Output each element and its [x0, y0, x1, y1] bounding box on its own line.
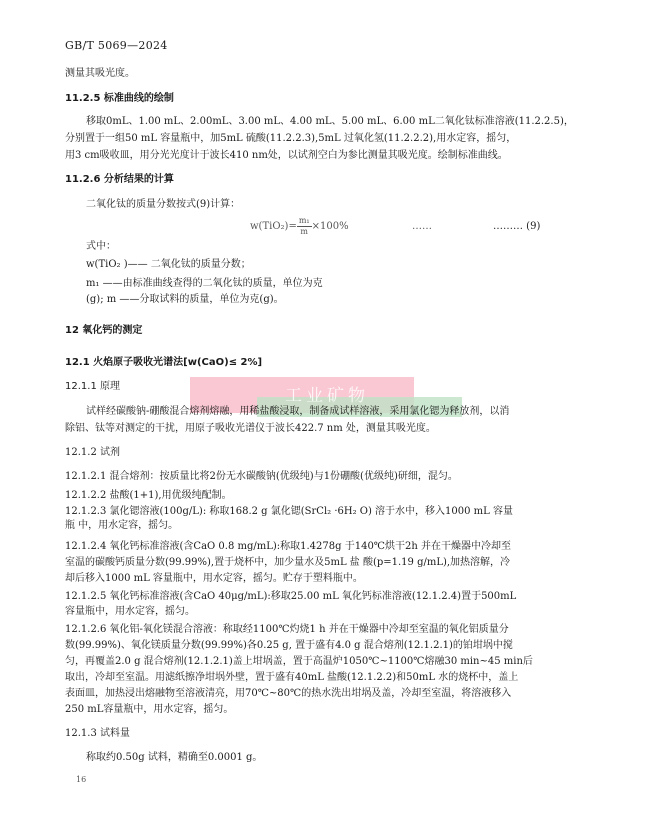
text-line: 移取0mL、1.00 mL、2.00mL、3.00 mL、4.00 mL、5.00 mL、6.00 mL二氧化钛标准溶液(11.2.2.5)，	[86, 116, 574, 127]
formula-dots: ……	[412, 221, 432, 232]
text-line: 用3 cm吸收皿，用分光光度计于波长410 nm处，以试剂空白为参比测量其吸光度。绘制标准曲线。	[65, 150, 508, 161]
page-number: 16	[76, 775, 87, 784]
text-line: 称取约0.50g 试料，精确至0.0001 g。	[86, 752, 263, 763]
text-line: 12.1.2.3 氯化锶溶液(100g/L): 称取168.2 g 氯化锶(SrCl₂ ·6H₂ O) 溶于水中，移入1000 mL 容量	[65, 506, 513, 517]
text-line: 式中：	[86, 241, 116, 252]
text-line: 匀，再覆盖2.0 g 混合熔剂(12.1.2.1)盖上坩埚盖，置于高温炉1050℃~1100℃熔融30 min~45 min后	[65, 656, 533, 667]
text-line: 试样经碳酸钠-硼酸混合熔剂熔融，用稀盐酸浸取，制备成试样溶液，采用氯化锶为释放剂，以消	[86, 406, 510, 417]
formula-rhs: ×100%	[311, 221, 349, 232]
text-line: 12.1.2.5 氧化钙标准溶液(含CaO 40μg/mL):移取25.00 mL 氧化钙标准溶液(12.1.2.4)置于500mL	[65, 591, 517, 602]
formula-number: ……… (9)	[493, 221, 541, 232]
text-line: 取出，冷却至室温。用滤纸擦净坩埚外壁，置于盛有40mL 盐酸(12.1.2.2)和50mL 水的烧杯中，盖上	[65, 672, 519, 683]
formula-denominator: m	[300, 227, 309, 236]
text-line: 分别置于一组50 mL 容量瓶中，加5mL 硫酸(11.2.2.3),5mL 过氧化氢(11.2.2.2),用水定容，摇匀，	[65, 133, 517, 144]
formula-fraction	[297, 216, 312, 237]
formula-numerator: m₁	[298, 216, 310, 225]
document-header: GB/T 5069—2024	[65, 39, 168, 52]
text-line: 容量瓶中，用水定容，摇匀。	[65, 606, 195, 617]
section-heading: 12.1 火焰原子吸收光谱法[w(CaO)≤ 2%]	[65, 357, 263, 368]
text-line: m₁ ——由标准曲线查得的二氧化钛的质量，单位为克	[86, 278, 323, 289]
text-line: 数(99.99%)、氧化镁质量分数(99.99%)各0.25 g, 置于盛有4.0 g 混合熔剂(12.1.2.1)的铂坩埚中搅	[65, 640, 513, 651]
text-line: 表面皿，加热浸出熔融物至溶液清亮，用70℃~80℃的热水洗出坩埚及盖，冷却至室温，将溶液移入	[65, 688, 512, 699]
text-line: 却后移入1000 mL 容量瓶中，用水定容，摇匀。贮存于塑料瓶中。	[65, 573, 363, 584]
section-heading: 12.1.3 试料量	[65, 728, 130, 739]
section-heading: 12 氧化钙的测定	[65, 325, 143, 336]
formula-9	[250, 216, 349, 238]
section-heading: 11.2.6 分析结果的计算	[65, 174, 174, 185]
watermark-text: 工业矿物	[285, 386, 369, 406]
text-line: (g); m ——分取试料的质量，单位为克(g)。	[86, 294, 284, 305]
text-line: w(TiO₂ )—— 二氧化钛的质量分数；	[86, 259, 251, 270]
text-line: 室温的碳酸钙质量分数(99.99%),置于烧杯中，加少量水及5mL 盐 酸(p=1.19 g/mL),加热溶解，冷	[65, 557, 511, 568]
text-line: 测量其吸光度。	[65, 68, 135, 79]
text-line: 12.1.2.1 混合熔剂：按质量比将2份无水碳酸钠(优级纯)与1份硼酸(优级纯)研细，混匀。	[65, 471, 458, 482]
text-line: 除铝、钛等对测定的干扰，用原子吸收光谱仪于波长422.7 nm 处，测量其吸光度。	[65, 423, 436, 434]
text-line: 12.1.2.4 氧化钙标准溶液(含CaO 0.8 mg/mL):称取1.4278g 于140℃烘干2h 并在干燥器中冷却至	[65, 541, 511, 552]
section-heading: 12.1.2 试剂	[65, 447, 120, 458]
text-line: 12.1.2.2 盐酸(1+1),用优级纯配制。	[65, 490, 232, 501]
text-line: 瓶 中，用水定容，摇匀。	[65, 520, 179, 531]
text-line: 250 mL容量瓶中，用水定容，摇匀。	[65, 704, 234, 715]
section-heading: 11.2.5 标准曲线的绘制	[65, 93, 174, 104]
formula-lhs: w(TiO₂)=	[250, 221, 297, 232]
text-line: 12.1.2.6 氧化铝-氧化镁混合溶液：称取经1100℃灼烧1 h 并在干燥器中冷却至室温的氧化铝质量分	[65, 624, 509, 635]
text-line: 二氧化钛的质量分数按式(9)计算：	[86, 199, 241, 210]
section-heading: 12.1.1 原理	[65, 381, 120, 392]
